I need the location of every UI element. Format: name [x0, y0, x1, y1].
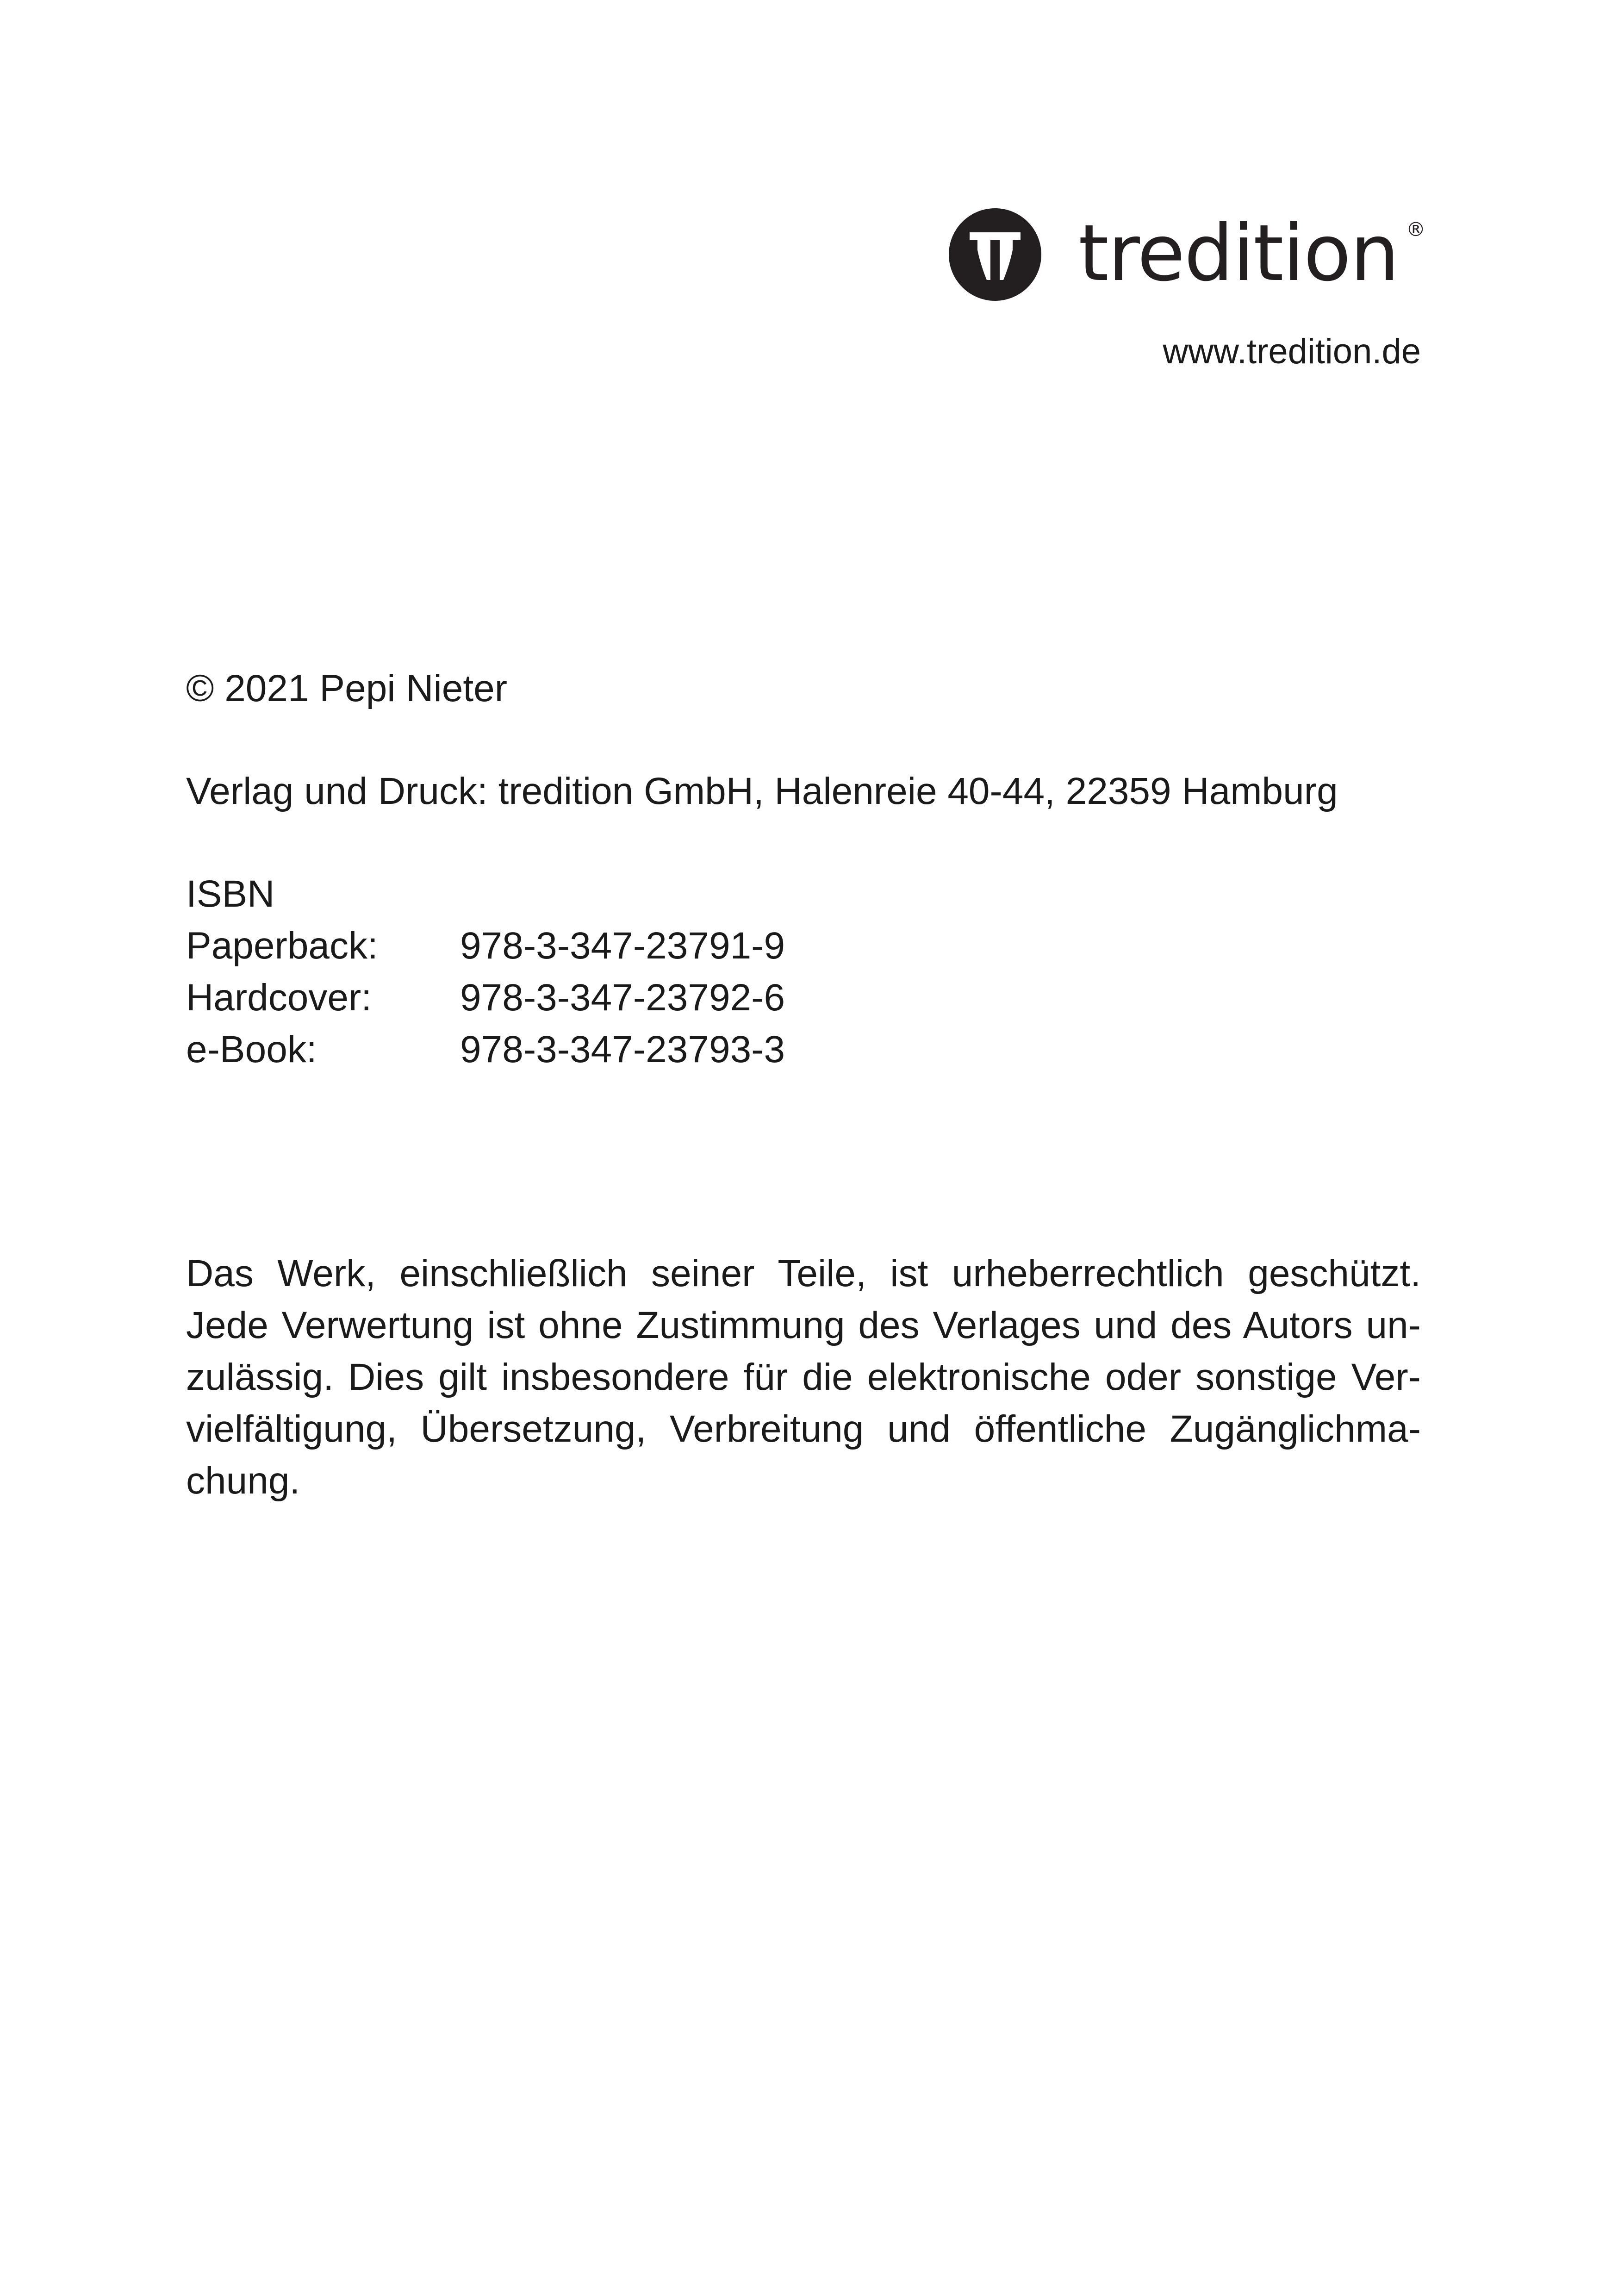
- legal-line: chung.: [186, 1460, 300, 1502]
- isbn-heading: ISBN: [186, 873, 275, 915]
- legal-notice: [186, 1248, 1421, 1507]
- registered-mark: ®: [1406, 218, 1425, 241]
- isbn-value: 978-3-347-23791-9: [460, 925, 785, 967]
- legal-line: vielfältigung, Übersetzung, Verbreitung und öffentliche Zugänglichma-: [186, 1408, 1421, 1450]
- isbn-value: 978-3-347-23792-6: [460, 977, 785, 1019]
- isbn-block: [186, 868, 1421, 1076]
- isbn-label: Hardcover:: [186, 977, 372, 1019]
- publisher-address: Verlag und Druck: tredition GmbH, Halenreie 40-44, 22359 Hamburg: [186, 770, 1338, 812]
- legal-line: Das Werk, einschließlich seiner Teile, ist urheberrechtlich geschützt.: [186, 1252, 1421, 1294]
- isbn-row-paperback: [186, 920, 1421, 972]
- isbn-row-hardcover: [186, 972, 1421, 1024]
- isbn-label: Paperback:: [186, 925, 378, 967]
- isbn-row-ebook: [186, 1024, 1421, 1076]
- legal-line: Jede Verwertung ist ohne Zustimmung des Verlages und des Autors un-: [186, 1304, 1421, 1346]
- isbn-value: 978-3-347-23793-3: [460, 1028, 785, 1070]
- copyright-line: © 2021 Pepi Nieter: [186, 667, 508, 709]
- tredition-logo: [944, 204, 1425, 305]
- isbn-label: e-Book:: [186, 1028, 317, 1070]
- legal-line: zulässig. Dies gilt insbesondere für die elektronische oder sonstige Ver-: [186, 1356, 1421, 1398]
- tredition-wordmark: tredition: [1078, 208, 1399, 299]
- tredition-logo-icon: [949, 208, 1041, 301]
- publisher-url[interactable]: www.tredition.de: [1163, 332, 1421, 371]
